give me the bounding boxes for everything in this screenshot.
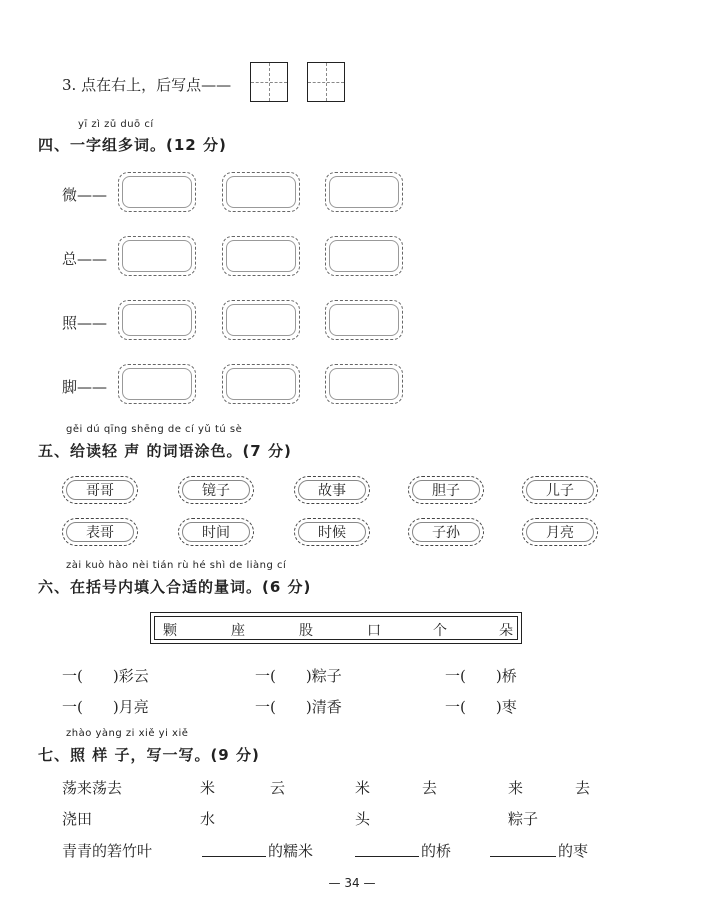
ex2-item-3: 粽子 bbox=[508, 810, 539, 828]
ex2-item-1: 水 bbox=[200, 810, 216, 828]
section6-title: 六、在括号内填入合适的量词。(6 分) bbox=[38, 578, 312, 596]
measure-word-3: 股 bbox=[299, 623, 313, 639]
ex3-item-3: 的枣 bbox=[558, 842, 589, 860]
fill-blank-1-3[interactable]: 一( )桥 bbox=[445, 667, 517, 685]
section5-pinyin: gěi dú qīng shēng de cí yǔ tú sè bbox=[66, 424, 243, 435]
word-box-3-2[interactable] bbox=[222, 300, 300, 340]
ex1-item-3: 米 bbox=[355, 779, 371, 797]
cloud-word-2-5[interactable]: 月亮 bbox=[522, 518, 598, 546]
fill-blank-2-2[interactable]: 一( )清香 bbox=[255, 698, 342, 716]
write-blank-2[interactable] bbox=[355, 856, 419, 857]
cloud-word-1-2[interactable]: 镜子 bbox=[178, 476, 254, 504]
tianzige-box-1[interactable] bbox=[250, 62, 288, 102]
fill-blank-1-2[interactable]: 一( )粽子 bbox=[255, 667, 342, 685]
section4-char-2: 总—— bbox=[62, 250, 108, 268]
cloud-word-2-1[interactable]: 表哥 bbox=[62, 518, 138, 546]
example-2: 浇田 bbox=[62, 810, 93, 828]
write-blank-1[interactable] bbox=[202, 856, 266, 857]
section6-pinyin: zài kuò hào nèi tián rù hé shì de liàng cí bbox=[66, 560, 287, 571]
measure-word-4: 口 bbox=[367, 623, 381, 639]
ex1-item-4: 去 bbox=[422, 779, 438, 797]
measure-word-box bbox=[150, 612, 522, 644]
section4-title: 四、一字组多词。(12 分) bbox=[38, 136, 227, 154]
section4-char-4: 脚—— bbox=[62, 378, 108, 396]
cloud-word-1-5[interactable]: 儿子 bbox=[522, 476, 598, 504]
measure-word-2: 座 bbox=[231, 623, 245, 639]
ex3-item-2: 的桥 bbox=[421, 842, 452, 860]
section4-pinyin: yī zì zǔ duō cí bbox=[78, 119, 154, 130]
ex1-item-1: 米 bbox=[200, 779, 216, 797]
cloud-word-2-2[interactable]: 时间 bbox=[178, 518, 254, 546]
ex1-item-5: 来 bbox=[508, 779, 524, 797]
section4-char-3: 照—— bbox=[62, 314, 108, 332]
word-box-3-1[interactable] bbox=[118, 300, 196, 340]
word-box-4-2[interactable] bbox=[222, 364, 300, 404]
fill-blank-1-1[interactable]: 一( )彩云 bbox=[62, 667, 149, 685]
cloud-word-1-3[interactable]: 故事 bbox=[294, 476, 370, 504]
word-box-3-3[interactable] bbox=[325, 300, 403, 340]
section7-title: 七、照 样 子，写一写。(9 分) bbox=[38, 746, 260, 764]
example-3: 青青的箬竹叶 bbox=[62, 842, 153, 860]
word-box-1-2[interactable] bbox=[222, 172, 300, 212]
cloud-word-2-3[interactable]: 时候 bbox=[294, 518, 370, 546]
word-box-2-1[interactable] bbox=[118, 236, 196, 276]
example-1: 荡来荡去 bbox=[62, 779, 123, 797]
section7-pinyin: zhào yàng zi xiě yi xiě bbox=[66, 728, 189, 739]
section4-char-1: 微—— bbox=[62, 186, 108, 204]
cloud-word-1-1[interactable]: 哥哥 bbox=[62, 476, 138, 504]
measure-word-1: 颗 bbox=[163, 623, 177, 639]
item3-text: 3. 点在右上，后写点—— bbox=[62, 76, 232, 94]
fill-blank-2-1[interactable]: 一( )月亮 bbox=[62, 698, 149, 716]
page-number: — 34 — bbox=[328, 876, 376, 890]
section5-title: 五、给读轻 声 的词语涂色。(7 分) bbox=[38, 442, 292, 460]
ex1-item-2: 云 bbox=[270, 779, 286, 797]
word-box-1-1[interactable] bbox=[118, 172, 196, 212]
measure-word-6: 朵 bbox=[499, 623, 513, 639]
word-box-4-1[interactable] bbox=[118, 364, 196, 404]
word-box-4-3[interactable] bbox=[325, 364, 403, 404]
word-box-2-3[interactable] bbox=[325, 236, 403, 276]
tianzige-box-2[interactable] bbox=[307, 62, 345, 102]
write-blank-3[interactable] bbox=[490, 856, 556, 857]
fill-blank-2-3[interactable]: 一( )枣 bbox=[445, 698, 517, 716]
word-box-2-2[interactable] bbox=[222, 236, 300, 276]
word-box-1-3[interactable] bbox=[325, 172, 403, 212]
ex3-item-1: 的糯米 bbox=[268, 842, 314, 860]
cloud-word-1-4[interactable]: 胆子 bbox=[408, 476, 484, 504]
cloud-word-2-4[interactable]: 子孙 bbox=[408, 518, 484, 546]
ex2-item-2: 头 bbox=[355, 810, 371, 828]
ex1-item-6: 去 bbox=[575, 779, 591, 797]
measure-word-5: 个 bbox=[433, 623, 447, 639]
